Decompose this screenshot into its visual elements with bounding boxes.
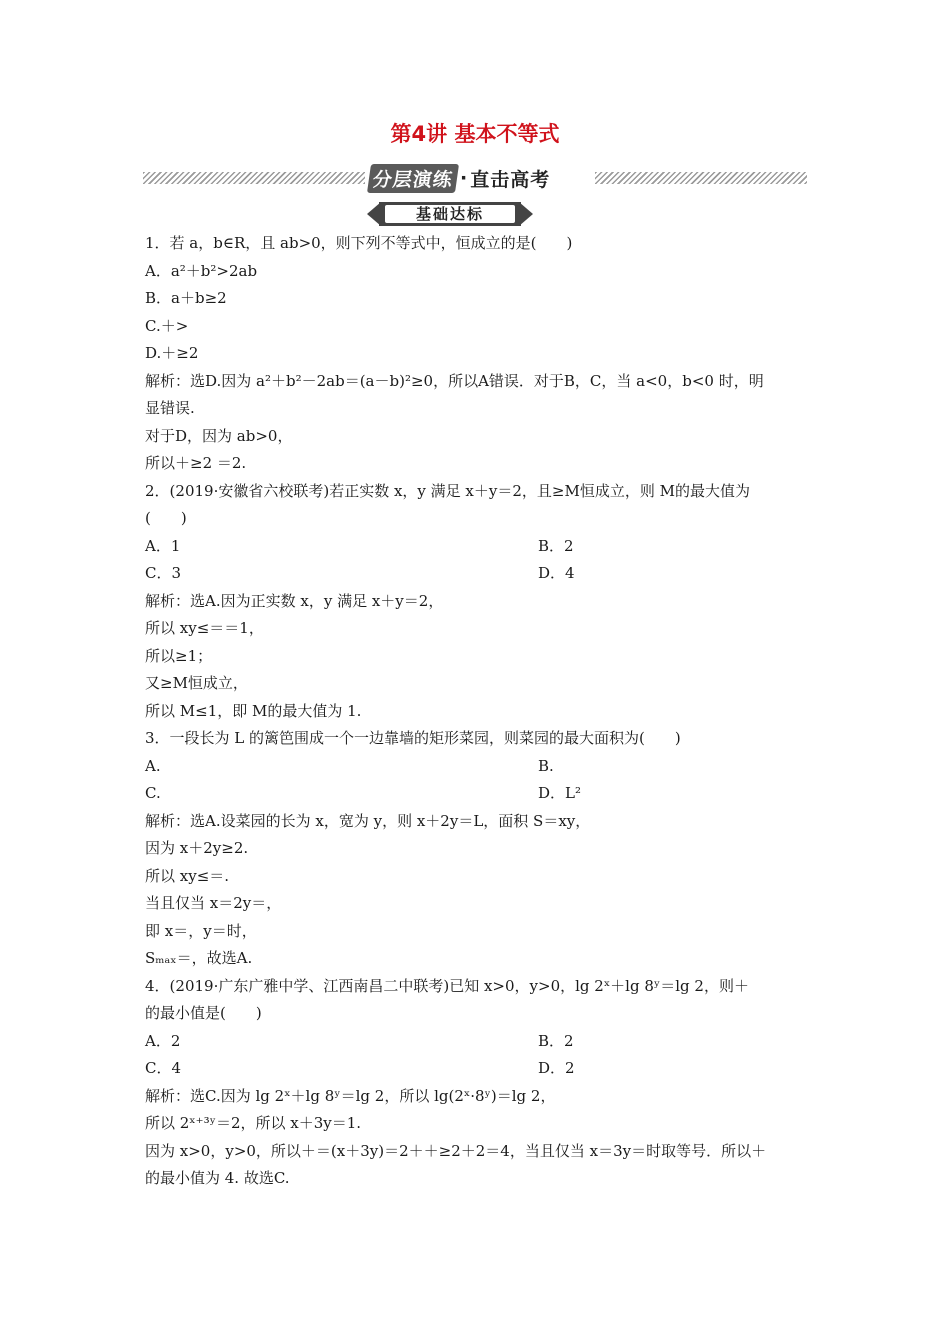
text-line: 又≥M恒成立， (145, 674, 248, 692)
text-line: 因为 x＋2y≥2. (145, 839, 249, 857)
option-c: C. (145, 784, 161, 802)
text-line: 所以 xy≤＝＝1， (145, 619, 264, 637)
option-a: A．1 (145, 536, 181, 555)
option-b: B．2 (538, 1031, 574, 1050)
text-line: 2．(2019·安徽省六校联考)若正实数 x，y 满足 x＋y＝2，且≥M恒成立，则 M的最大值为 (145, 481, 750, 500)
text-line: 对于D，因为 ab>0， (145, 426, 293, 445)
option-d: D．L² (538, 784, 582, 802)
text-line: 3．一段长为 L 的篱笆围成一个一边靠墙的矩形菜园，则菜园的最大面积为( ) (145, 729, 681, 747)
text-line: 所以 M≤1，即 M的最大值为 1. (145, 701, 362, 720)
banner-subtitle: 直击高考 (470, 168, 551, 191)
text-line: 即 x＝，y＝时， (145, 921, 257, 940)
text-line: 解析：选A.因为正实数 x，y 满足 x＋y＝2， (145, 591, 444, 610)
text-line: 所以≥1； (145, 646, 213, 665)
text-line: 4．(2019·广东广雅中学、江西南昌二中联考)已知 x>0，y>0，lg 2ˣ＋lg 8ʸ＝lg 2，则＋ (145, 976, 749, 995)
text-line: D.＋≥2 (145, 344, 199, 362)
problem-content (145, 230, 810, 1193)
text-line: 的最小值是( ) (145, 1004, 262, 1022)
text-line: 的最小值为 4. 故选C. (145, 1169, 290, 1187)
option-row (145, 780, 810, 808)
option-a: A. (145, 756, 161, 775)
option-row (145, 1055, 810, 1083)
section-banner (143, 164, 807, 192)
text-line: 显错误. (145, 399, 195, 417)
text-line: 解析：选D.因为 a²＋b²－2ab＝(a－b)²≥0，所以A错误．对于B，C，当 a<0，b<0 时，明 (145, 371, 764, 390)
badge-arrow-right-icon (519, 202, 533, 226)
option-c: C．4 (145, 1059, 182, 1077)
text-line: B．a＋b≥2 (145, 289, 227, 307)
option-d: D．4 (538, 564, 575, 582)
text-line: Sₘₐₓ＝，故选A. (145, 949, 253, 967)
banner-center (369, 164, 595, 192)
banner-dot: · (460, 167, 468, 189)
page-title: 第4讲 基本不等式 (390, 122, 560, 146)
text-line: 因为 x>0，y>0，所以＋＝(x＋3y)＝2＋＋≥2＋2＝4，当且仅当 x＝3y＝时取等号．所以＋ (145, 1141, 767, 1160)
text-line: 所以 xy≤＝. (145, 866, 230, 885)
option-b: B．2 (538, 536, 574, 555)
text-line: 所以＋≥2 ＝2. (145, 454, 247, 472)
text-line: 解析：选C.因为 lg 2ˣ＋lg 8ʸ＝lg 2，所以 lg(2ˣ·8ʸ)＝lg 2， (145, 1086, 556, 1105)
option-a: A．2 (145, 1031, 181, 1050)
option-d: D．2 (538, 1059, 575, 1077)
option-row (145, 1028, 810, 1056)
text-line: 当且仅当 x＝2y＝， (145, 894, 282, 912)
section-badge (367, 202, 533, 226)
option-row (145, 560, 810, 588)
section-badge-label: 基础达标 (385, 205, 515, 223)
text-line: 所以 2ˣ⁺³ʸ＝2，所以 x＋3y＝1. (145, 1114, 362, 1132)
option-row (145, 753, 810, 781)
option-c: C．3 (145, 564, 182, 582)
option-row (145, 533, 810, 561)
banner-block-label: 分层演练 (367, 164, 459, 193)
banner-hatch-left (143, 172, 365, 184)
option-b: B. (538, 756, 554, 775)
banner-hatch-right (595, 172, 807, 184)
text-line: 解析：选A.设菜园的长为 x，宽为 y，则 x＋2y＝L，面积 S＝xy， (145, 811, 591, 830)
text-line: A．a²＋b²>2ab (145, 261, 258, 280)
text-line: 1．若 a，b∈R，且 ab>0，则下列不等式中，恒成立的是( ) (145, 234, 573, 252)
text-line: ( ) (145, 509, 187, 527)
text-line: C.＋> (145, 316, 189, 335)
